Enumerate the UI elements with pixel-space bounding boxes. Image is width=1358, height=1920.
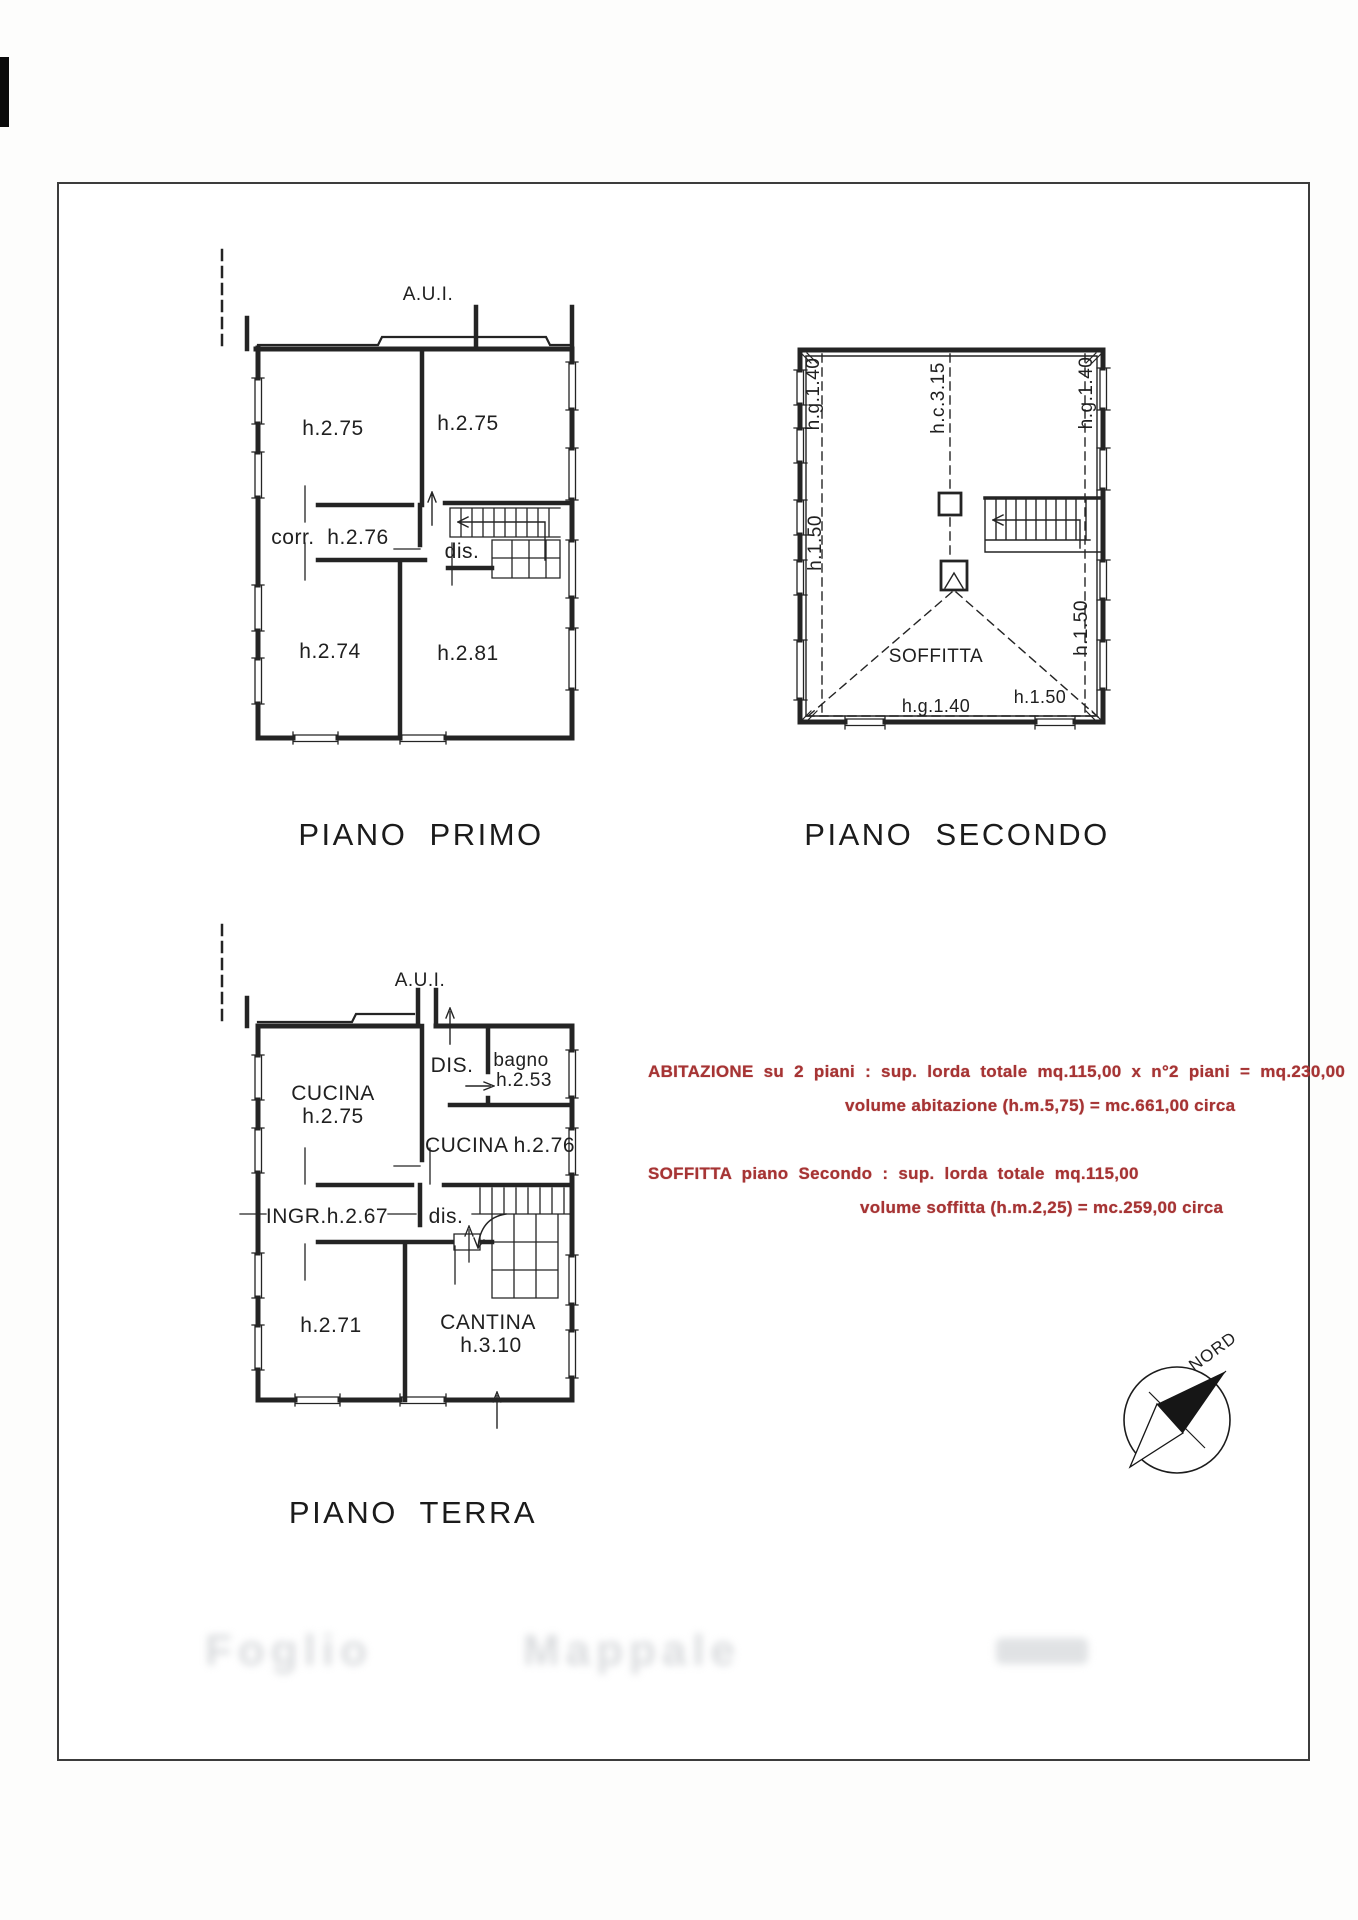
bath-name-label: bagno xyxy=(493,1050,549,1071)
terrace-wall-stubs xyxy=(247,307,572,349)
plan-title-piano-secondo: PIANO SECONDO xyxy=(804,817,1110,852)
windows xyxy=(794,368,1110,729)
watermark-word-mappale: Mappale xyxy=(522,1626,742,1675)
bath-door-arrow xyxy=(466,1082,494,1090)
right-eave-height-label: h.g.1.40 xyxy=(1076,356,1097,430)
watermark-illegible-blob xyxy=(996,1638,1088,1664)
kitchen2-label: CUCINA h.2.76 xyxy=(424,1134,576,1157)
left-eave-height-label: h.g.1.40 xyxy=(803,357,824,431)
cellar-height-label: h.3.10 xyxy=(460,1334,522,1357)
room-label-nw: h.2.75 xyxy=(302,417,364,440)
compass-rose xyxy=(1124,1328,1240,1473)
terrace-label: A.U.I. xyxy=(394,970,446,991)
faded-watermark xyxy=(205,1626,1088,1676)
hall-mid-label: dis. xyxy=(428,1205,464,1228)
annotation-soffitta-line1: SOFFITTA piano Secondo : sup. lorda totale mq.115,00 xyxy=(648,1164,1139,1183)
landing-label: dis. xyxy=(444,540,480,563)
right-height-label: h.1.50 xyxy=(1071,600,1092,656)
north-label: NORD xyxy=(1185,1327,1241,1376)
kitchen-height-label: h.2.75 xyxy=(302,1105,364,1128)
ridge-height-label: h.c.3.15 xyxy=(928,362,949,434)
room-label-sw: h.2.74 xyxy=(299,640,361,663)
terrace-label: A.U.I. xyxy=(402,284,454,305)
corridor-label: corr. h.2.76 xyxy=(271,526,389,549)
watermark-word-foglio: Foglio xyxy=(205,1626,373,1675)
plan-piano-primo xyxy=(222,250,578,852)
annotation-abitazione-line2: volume abitazione (h.m.5,75) = mc.661,00 circa xyxy=(845,1096,1236,1115)
plan-title-piano-terra: PIANO TERRA xyxy=(288,1495,538,1530)
room-label-ne: h.2.75 xyxy=(437,412,499,435)
hip-apex-mark xyxy=(945,573,963,588)
annotation-soffitta-line2: volume soffitta (h.m.2,25) = mc.259,00 circa xyxy=(860,1198,1224,1217)
left-height-label: h.1.50 xyxy=(805,515,826,571)
terrace-parapet xyxy=(258,337,572,345)
annotation-abitazione-line1: ABITAZIONE su 2 piani : sup. lorda totale mq.115,00 x n°2 piani = mq.230,00 xyxy=(648,1062,1346,1081)
kitchen-name-label: CUCINA xyxy=(291,1082,375,1105)
plan-piano-secondo xyxy=(794,350,1110,852)
room-label-se: h.2.81 xyxy=(437,642,499,665)
attic-label: SOFFITTA xyxy=(888,646,984,667)
hall-top-label: DIS. xyxy=(430,1054,474,1077)
bath-height-label: h.2.53 xyxy=(496,1070,552,1091)
cellar-name-label: CANTINA xyxy=(440,1311,536,1334)
main-entrance-arrow xyxy=(493,1392,501,1428)
plan-title-piano-primo: PIANO PRIMO xyxy=(298,817,544,852)
terrace-parapet xyxy=(258,1014,414,1022)
bottom-height-label: h.1.50 xyxy=(1013,687,1067,707)
room-sw-label: h.2.71 xyxy=(300,1314,362,1337)
bottom-eave-height-label: h.g.1.40 xyxy=(901,696,971,716)
plan-piano-terra xyxy=(222,925,578,1530)
terrace-wall-stubs xyxy=(247,990,436,1026)
entry-label: INGR.h.2.67 xyxy=(265,1205,389,1228)
